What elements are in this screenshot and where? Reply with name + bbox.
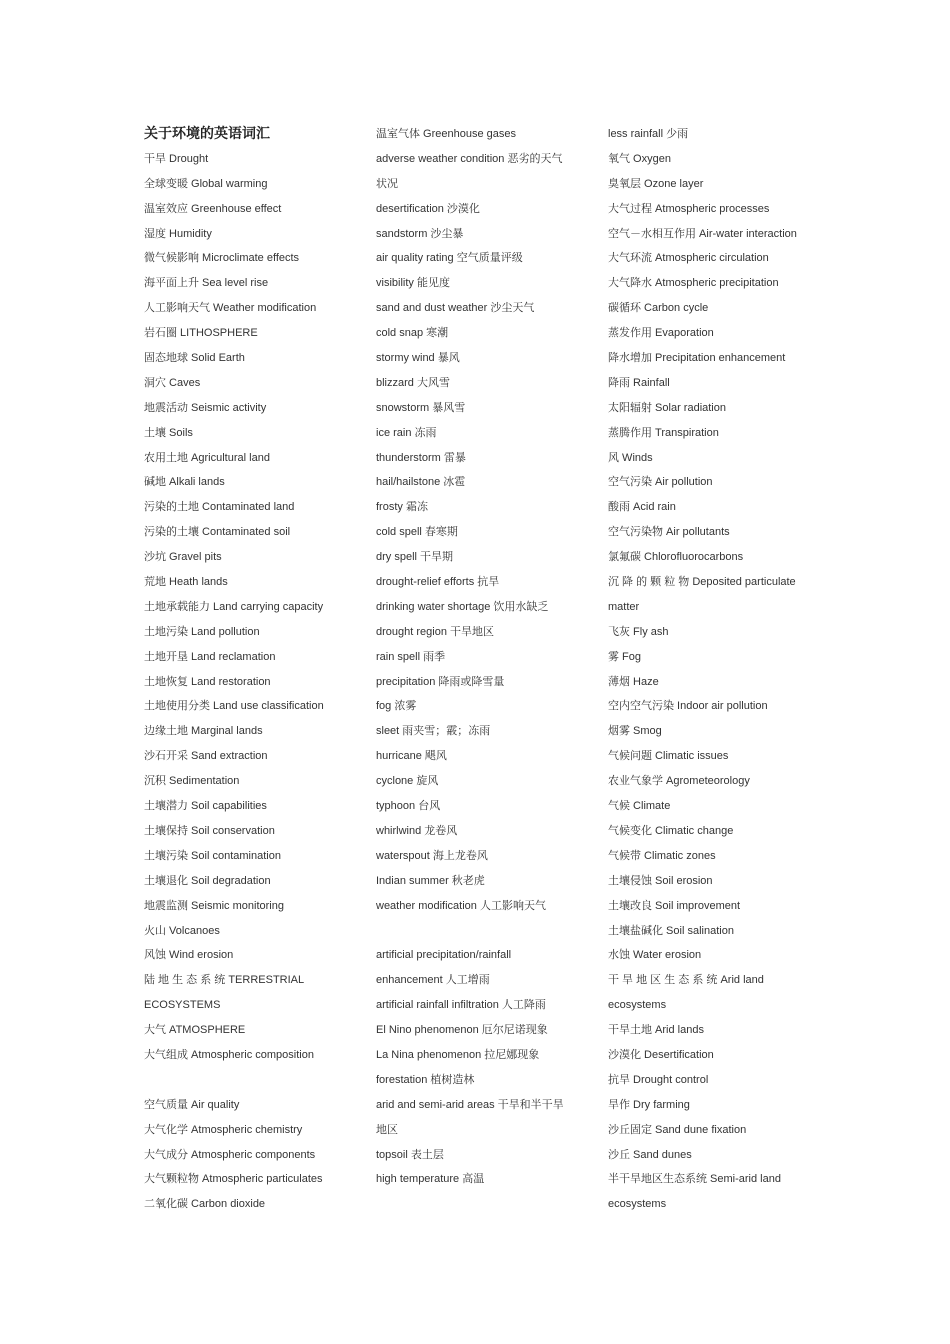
column-3: [608, 122, 808, 1217]
vocab-entry: 抗旱 Drought control: [608, 1073, 709, 1086]
vocab-entry: 土壤污染 Soil contamination: [144, 849, 281, 862]
vocab-entry: drought-relief efforts 抗旱: [376, 576, 500, 589]
vocab-entry: topsoil 表土层: [376, 1148, 444, 1161]
vocab-entry: 气候变化 Climatic change: [608, 824, 734, 837]
vocab-entry: sandstorm 沙尘暴: [376, 227, 464, 240]
vocab-entry: adverse weather condition 恶劣的天气: [376, 152, 563, 165]
vocab-entry: 农业气象学 Agrometeorology: [608, 775, 750, 788]
vocab-entry: 降水增加 Precipitation enhancement: [608, 352, 786, 365]
vocab-entry: 微气候影响 Microclimate effects: [144, 252, 300, 265]
vocab-entry: 蒸腾作用 Transpiration: [608, 426, 719, 439]
vocab-entry: 沉 降 的 颗 粒 物 Deposited particulate: [608, 576, 796, 589]
vocab-entry: 旱作 Dry farming: [608, 1098, 690, 1111]
vocab-entry: 大气降水 Atmospheric precipitation: [608, 277, 779, 290]
vocab-entry: 氯氟碳 Chlorofluorocarbons: [608, 551, 744, 564]
vocab-entry: 边缘土地 Marginal lands: [144, 725, 263, 738]
vocab-entry: 碱地 Alkali lands: [144, 476, 225, 489]
vocab-entry: 陆 地 生 态 系 统 TERRESTRIAL: [144, 974, 305, 987]
vocab-entry: 半干旱地区生态系统 Semi-arid land: [608, 1173, 781, 1186]
vocab-entry: 沙石开采 Sand extraction: [144, 750, 268, 763]
vocab-entry: 温室气体 Greenhouse gases: [376, 128, 517, 140]
vocab-entry: less rainfall 少雨: [608, 128, 689, 140]
vocab-entry: 土壤盐碱化 Soil salination: [608, 924, 734, 937]
vocab-entry: 地区: [376, 1123, 398, 1136]
vocab-entry: 薄烟 Haze: [608, 675, 659, 688]
vocab-entry: 状况: [376, 177, 398, 190]
vocab-entry: Indian summer 秋老虎: [376, 874, 485, 887]
vocab-entry: 农用土地 Agricultural land: [144, 451, 270, 464]
vocab-entry: 气候带 Climatic zones: [608, 849, 716, 862]
vocab-entry: artificial rainfall infiltration 人工降雨: [376, 999, 546, 1012]
vocab-entry: 土壤改良 Soil improvement: [608, 899, 741, 912]
blank-line: [144, 1068, 376, 1093]
vocab-entry: 太阳辐射 Solar radiation: [608, 401, 726, 414]
vocab-entry: stormy wind 暴风: [376, 352, 460, 365]
vocab-entry: 温室效应 Greenhouse effect: [144, 202, 282, 215]
vocab-entry: 沙丘固定 Sand dune fixation: [608, 1123, 747, 1136]
vocab-entry: fog 浓雾: [376, 700, 417, 713]
vocab-entry: 氧气 Oxygen: [608, 152, 671, 165]
vocab-entry: 土地使用分类 Land use classification: [144, 700, 324, 713]
blank-line: [376, 919, 608, 944]
vocab-entry: 土地开垦 Land reclamation: [144, 650, 276, 663]
vocab-entry: 干旱 Drought: [144, 152, 209, 165]
vocab-entry: 沉积 Sedimentation: [144, 775, 240, 788]
vocab-entry: 风 Winds: [608, 451, 653, 464]
vocab-entry: 地震监测 Seismic monitoring: [144, 899, 284, 912]
vocab-entry: 干 旱 地 区 生 态 系 统 Arid land: [608, 974, 764, 987]
vocab-entry: 风蚀 Wind erosion: [144, 949, 234, 962]
vocab-entry: drought region 干旱地区: [376, 625, 494, 638]
vocab-entry: 雾 Fog: [608, 650, 642, 663]
vocab-entry: 土壤 Soils: [144, 426, 193, 439]
vocab-entry: 大气环流 Atmospheric circulation: [608, 252, 769, 265]
vocab-entry: 人工影响天气 Weather modification: [144, 302, 317, 315]
vocab-entry: 蒸发作用 Evaporation: [608, 327, 714, 340]
vocab-entry: frosty 霜冻: [376, 501, 428, 514]
vocab-entry: dry spell 干旱期: [376, 551, 454, 564]
vocab-entry: hail/hailstone 冰雹: [376, 476, 466, 489]
vocab-entry: weather modification 人工影响天气: [376, 899, 546, 912]
vocab-entry: thunderstorm 雷暴: [376, 451, 466, 464]
vocab-entry: enhancement 人工增雨: [376, 974, 490, 987]
vocab-entry: 土壤保持 Soil conservation: [144, 824, 275, 837]
vocab-entry: 气候问题 Climatic issues: [608, 750, 729, 763]
vocab-entry: visibility 能见度: [376, 277, 450, 290]
vocab-entry: 固态地球 Solid Earth: [144, 352, 245, 365]
vocab-entry: cyclone 旋风: [376, 775, 439, 788]
vocab-entry: snowstorm 暴风雪: [376, 401, 466, 414]
column-1: [144, 122, 376, 1217]
vocab-entry: 岩石圈 LITHOSPHERE: [144, 327, 258, 340]
vocab-entry: ecosystems: [608, 1198, 667, 1211]
vocab-entry: whirlwind 龙卷风: [376, 824, 458, 837]
vocab-entry: 全球变暖 Global warming: [144, 177, 268, 190]
vocab-entry: high temperature 高温: [376, 1173, 485, 1186]
vocab-entry: forestation 植树造林: [376, 1073, 475, 1086]
vocab-entry: 烟雾 Smog: [608, 725, 662, 738]
vocab-entry: 大气 ATMOSPHERE: [144, 1024, 246, 1037]
vocab-entry: arid and semi-arid areas 干旱和半干旱: [376, 1098, 564, 1111]
vocab-entry: 空气污染物 Air pollutants: [608, 526, 730, 539]
vocab-entry: 空气－水相互作用 Air-water interaction: [608, 227, 797, 240]
vocab-entry: precipitation 降雨或降雪量: [376, 675, 505, 688]
vocab-entry: 土地污染 Land pollution: [144, 625, 260, 638]
vocab-entry: 土地承载能力 Land carrying capacity: [144, 600, 324, 613]
vocab-entry: desertification 沙漠化: [376, 202, 480, 215]
vocab-entry: cold spell 春寒期: [376, 526, 458, 539]
vocab-entry: 空内空气污染 Indoor air pollution: [608, 700, 768, 713]
vocab-entry: 空气质量 Air quality: [144, 1098, 240, 1111]
vocab-entry: 地震活动 Seismic activity: [144, 401, 267, 414]
vocab-entry: sand and dust weather 沙尘天气: [376, 302, 535, 315]
vocab-entry: 大气组成 Atmospheric composition: [144, 1048, 314, 1061]
vocab-entry: 洞穴 Caves: [144, 376, 201, 389]
vocab-entry: matter: [608, 600, 640, 613]
vocab-entry: 大气成分 Atmospheric components: [144, 1148, 316, 1161]
vocab-entry: rain spell 雨季: [376, 650, 446, 663]
vocab-entry: 大气化学 Atmospheric chemistry: [144, 1123, 303, 1136]
vocab-entry: 湿度 Humidity: [144, 227, 212, 240]
vocab-entry: 碳循环 Carbon cycle: [608, 302, 709, 315]
vocab-entry: 大气过程 Atmospheric processes: [608, 202, 770, 215]
vocab-entry: cold snap 寒潮: [376, 327, 449, 340]
vocab-entry: air quality rating 空气质量评级: [376, 252, 523, 265]
vocab-entry: 火山 Volcanoes: [144, 924, 220, 937]
vocab-entry: ECOSYSTEMS: [144, 999, 221, 1012]
vocab-entry: 水蚀 Water erosion: [608, 949, 702, 962]
vocab-entry: 二氧化碳 Carbon dioxide: [144, 1198, 266, 1211]
vocab-entry: 污染的土地 Contaminated land: [144, 501, 295, 514]
vocab-entry: blizzard 大风雪: [376, 376, 450, 389]
vocab-entry: sleet 雨夹雪；霰；冻雨: [376, 725, 491, 738]
vocab-entry: 沙坑 Gravel pits: [144, 551, 222, 564]
vocab-entry: El Nino phenomenon 厄尔尼诺现象: [376, 1024, 548, 1037]
vocab-entry: typhoon 台风: [376, 800, 441, 813]
vocab-entry: hurricane 飓风: [376, 750, 447, 763]
vocab-entry: 飞灰 Fly ash: [608, 625, 669, 638]
vocab-entry: 海平面上升 Sea level rise: [144, 277, 269, 290]
vocab-entry: 土壤退化 Soil degradation: [144, 874, 271, 887]
vocab-entry: drinking water shortage 饮用水缺乏: [376, 600, 549, 613]
vocab-entry: 空气污染 Air pollution: [608, 476, 713, 489]
vocab-entry: 气候 Climate: [608, 800, 671, 813]
vocab-entry: 酸雨 Acid rain: [608, 501, 676, 514]
vocab-entry: 沙丘 Sand dunes: [608, 1148, 692, 1161]
vocab-entry: 沙漠化 Desertification: [608, 1048, 714, 1061]
vocab-entry: 干旱土地 Arid lands: [608, 1024, 704, 1037]
page-title: 关于环境的英语词汇: [144, 126, 270, 142]
vocab-entry: 大气颗粒物 Atmospheric particulates: [144, 1173, 323, 1186]
vocab-entry: 土壤潜力 Soil capabilities: [144, 800, 267, 813]
vocab-entry: artificial precipitation/rainfall: [376, 949, 512, 962]
vocab-entry: ecosystems: [608, 999, 667, 1012]
vocab-entry: 降雨 Rainfall: [608, 376, 670, 389]
vocab-entry: 污染的土壤 Contaminated soil: [144, 526, 291, 539]
vocab-entry: La Nina phenomenon 拉尼娜现象: [376, 1048, 540, 1061]
vocab-entry: waterspout 海上龙卷风: [376, 849, 488, 862]
vocab-entry: ice rain 冻雨: [376, 426, 437, 439]
column-2: [376, 122, 608, 1192]
vocab-entry: 土壤侵蚀 Soil erosion: [608, 874, 713, 887]
vocab-entry: 土地恢复 Land restoration: [144, 675, 271, 688]
vocab-entry: 臭氧层 Ozone layer: [608, 177, 704, 190]
vocab-entry: 荒地 Heath lands: [144, 576, 228, 589]
